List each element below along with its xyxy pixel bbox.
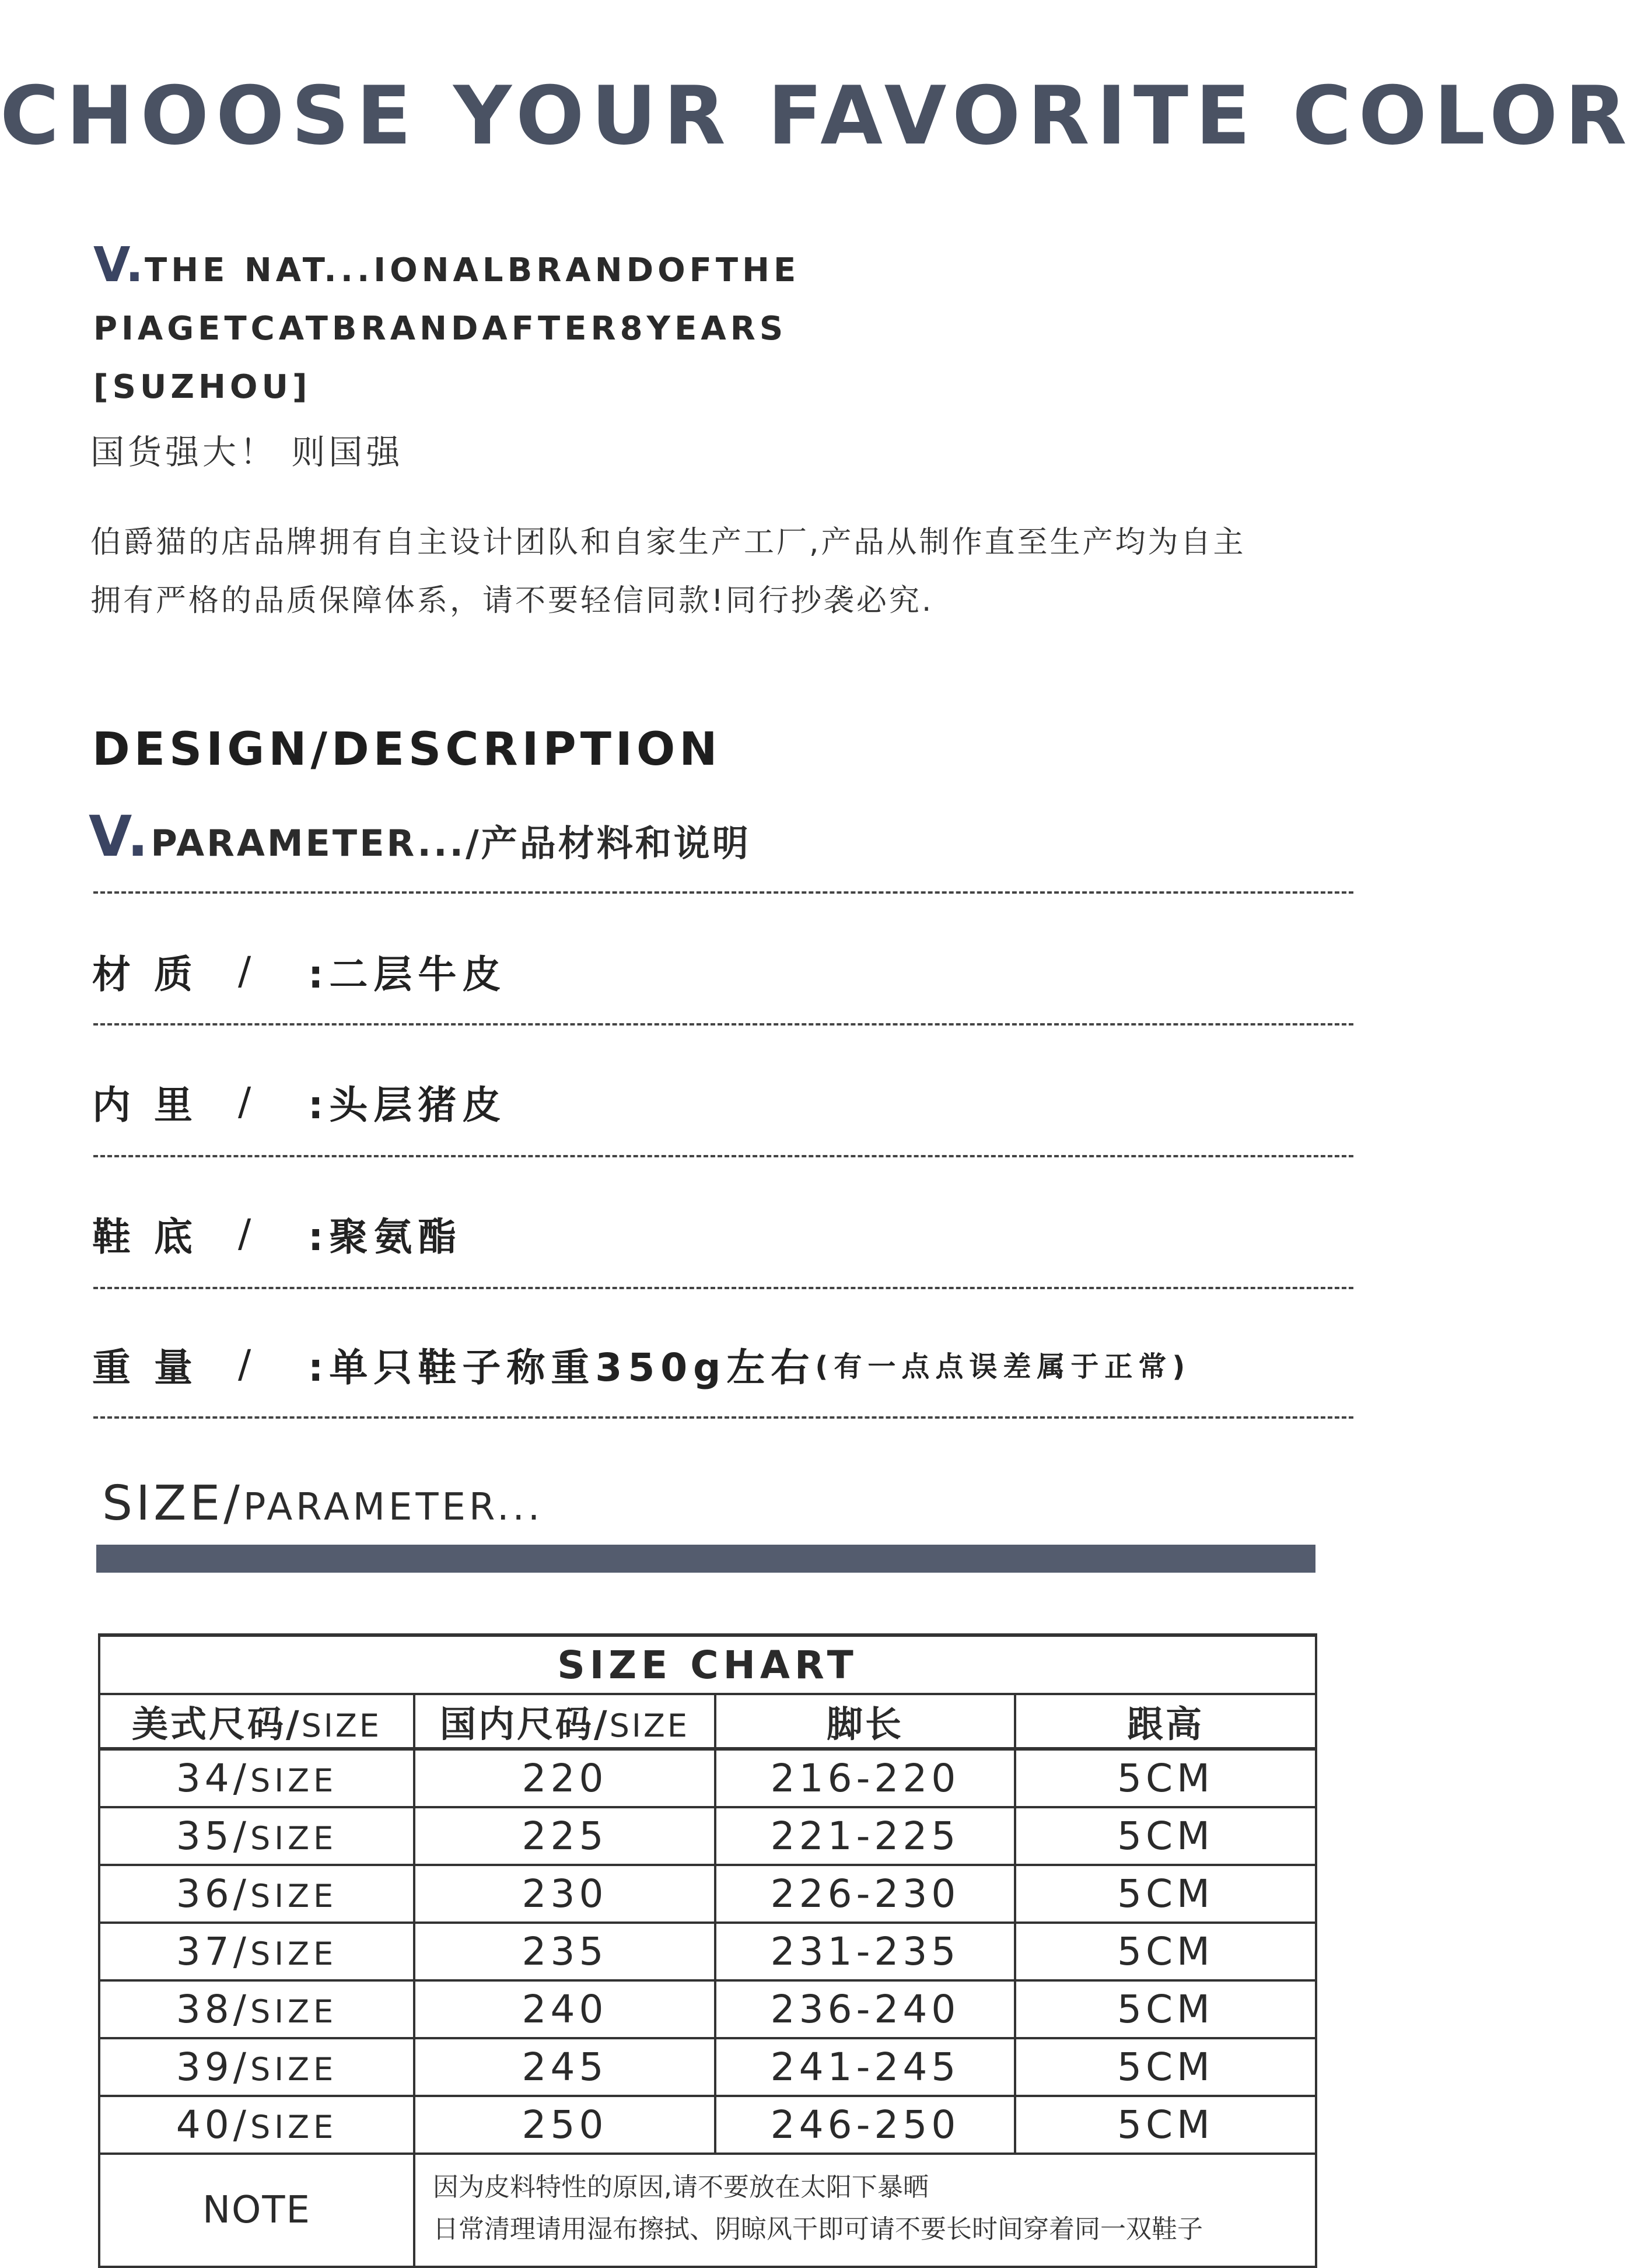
table-row — [99, 2038, 1316, 2096]
table-row — [99, 1923, 1316, 1980]
heel-height-cell: 5CM — [1015, 1865, 1316, 1923]
heel-height-cell: 5CM — [1015, 2038, 1316, 2096]
us-size-unit: SIZE — [250, 1878, 338, 1915]
v-mark: V. — [93, 237, 145, 293]
heel-height-cell: 5CM — [1015, 1807, 1316, 1865]
dashed-divider — [93, 891, 1353, 894]
dashed-divider — [93, 1416, 1353, 1419]
spec-label: 鞋底 — [92, 1214, 216, 1259]
us-size-cell — [99, 1807, 414, 1865]
dashed-divider — [93, 1023, 1353, 1026]
size-title-small: PARAMETER... — [243, 1486, 544, 1529]
us-size-unit: SIZE — [250, 1762, 338, 1799]
size-title-big: SIZE/ — [102, 1476, 243, 1531]
us-size-cell — [99, 2096, 414, 2154]
spec-slash: / — [238, 1079, 251, 1124]
foot-length-cell: 236-240 — [715, 1980, 1015, 2038]
size-chart-caption: SIZE CHART — [99, 1635, 1316, 1694]
header-text: 美式尺码/ — [132, 1703, 302, 1745]
spec-row-lining — [92, 1066, 506, 1136]
us-size-cell — [99, 2038, 414, 2096]
note-row — [99, 2154, 1316, 2267]
foot-length-cell: 221-225 — [715, 1807, 1015, 1865]
heel-height-cell: 5CM — [1015, 1980, 1316, 2038]
brand-block — [93, 236, 968, 416]
us-size-unit: SIZE — [250, 2109, 338, 2146]
us-size-cell — [99, 1923, 414, 1980]
foot-length-cell: 216-220 — [715, 1749, 1015, 1807]
table-row — [99, 1749, 1316, 1807]
parameter-title-text: PARAMETER.../产品材料和说明 — [151, 822, 751, 864]
v-mark: V. — [89, 804, 151, 869]
us-size-cell — [99, 1749, 414, 1807]
page-headline: CHOOSE YOUR FAVORITE COLOR — [0, 69, 1634, 163]
spec-value: :聚氨酯 — [308, 1214, 463, 1259]
spec-row-weight — [92, 1329, 1191, 1399]
brand-text-1: THE NAT...IONALBRANDOFTHE — [145, 251, 800, 289]
cn-size-cell: 220 — [414, 1749, 715, 1807]
cn-size-cell: 225 — [414, 1807, 715, 1865]
us-size-unit: SIZE — [250, 1820, 338, 1857]
us-size-unit: SIZE — [250, 2051, 338, 2088]
spec-row-material — [92, 936, 506, 1006]
heel-height-cell: 5CM — [1015, 1749, 1316, 1807]
spec-value: :单只鞋子称重350g左右 — [308, 1345, 816, 1390]
spec-slash: / — [238, 1210, 251, 1256]
table-header-row — [99, 1694, 1316, 1749]
us-size-value: 38/ — [176, 1987, 250, 2032]
cn-size-cell: 230 — [414, 1865, 715, 1923]
cn-size-cell: 250 — [414, 2096, 715, 2154]
spec-row-sole — [92, 1198, 462, 1268]
cn-size-cell: 245 — [414, 2038, 715, 2096]
us-size-value: 39/ — [176, 2045, 250, 2090]
header-us-size — [99, 1694, 414, 1749]
us-size-cell — [99, 1980, 414, 2038]
note-line-2: 日常清理请用湿布擦拭、阴晾风干即可请不要长时间穿着同一双鞋子 — [433, 2214, 1203, 2244]
us-size-value: 40/ — [176, 2102, 250, 2147]
size-chart-caption-row — [99, 1635, 1316, 1694]
note-line-1: 因为皮料特性的原因,请不要放在太阳下暴晒 — [433, 2172, 929, 2202]
dashed-divider — [93, 1287, 1353, 1289]
spec-label: 材质 — [92, 951, 216, 997]
slogan: 国货强大！ 则国强 — [90, 432, 404, 472]
dashed-divider — [93, 1155, 1353, 1157]
brand-line-1 — [93, 236, 968, 300]
heel-height-cell: 5CM — [1015, 2096, 1316, 2154]
spec-slash: / — [238, 1341, 251, 1387]
note-label: NOTE — [99, 2154, 414, 2267]
accent-bar — [96, 1545, 1315, 1573]
foot-length-cell: 226-230 — [715, 1865, 1015, 1923]
header-unit: SIZE — [301, 1707, 382, 1744]
table-row — [99, 1807, 1316, 1865]
us-size-unit: SIZE — [250, 1936, 338, 1972]
design-title: DESIGN/DESCRIPTION — [92, 723, 722, 776]
description-line-2: 拥有严格的品质保障体系，请不要轻信同款!同行抄袭必究. — [90, 583, 934, 618]
us-size-value: 37/ — [176, 1929, 250, 1974]
foot-length-cell: 241-245 — [715, 2038, 1015, 2096]
us-size-value: 35/ — [176, 1814, 250, 1859]
cn-size-cell: 235 — [414, 1923, 715, 1980]
table-row — [99, 1980, 1316, 2038]
heel-height-cell: 5CM — [1015, 1923, 1316, 1980]
description-line-1: 伯爵猫的店品牌拥有自主设计团队和自家生产工厂,产品从制作直至生产均为自主 — [90, 525, 1246, 560]
foot-length-cell: 231-235 — [715, 1923, 1015, 1980]
brand-line-3: [SUZHOU] — [93, 368, 312, 406]
us-size-value: 34/ — [176, 1756, 250, 1801]
header-unit: SIZE — [609, 1707, 690, 1744]
size-chart-table — [98, 1633, 1317, 2268]
spec-value: :二层牛皮 — [308, 951, 507, 997]
header-heel-height: 跟高 — [1015, 1694, 1316, 1749]
spec-label: 内里 — [92, 1082, 216, 1128]
spec-label: 重量 — [92, 1345, 216, 1390]
spec-slash: / — [238, 948, 251, 993]
spec-value: :头层猪皮 — [308, 1082, 507, 1128]
cn-size-cell: 240 — [414, 1980, 715, 2038]
table-row — [99, 1865, 1316, 1923]
spec-note: (有一点点误差属于正常) — [815, 1350, 1191, 1383]
note-text — [414, 2154, 1316, 2267]
us-size-cell — [99, 1865, 414, 1923]
size-parameter-title — [102, 1476, 543, 1531]
us-size-unit: SIZE — [250, 1993, 338, 2030]
foot-length-cell: 246-250 — [715, 2096, 1015, 2154]
header-foot-length: 脚长 — [715, 1694, 1015, 1749]
brand-line-2: PIAGETCATBRANDAFTER8YEARS — [93, 310, 788, 348]
parameter-title — [89, 804, 751, 869]
us-size-value: 36/ — [176, 1871, 250, 1916]
brand-description — [90, 513, 1345, 630]
header-cn-size — [414, 1694, 715, 1749]
header-text: 国内尺码/ — [440, 1703, 610, 1745]
table-row — [99, 2096, 1316, 2154]
